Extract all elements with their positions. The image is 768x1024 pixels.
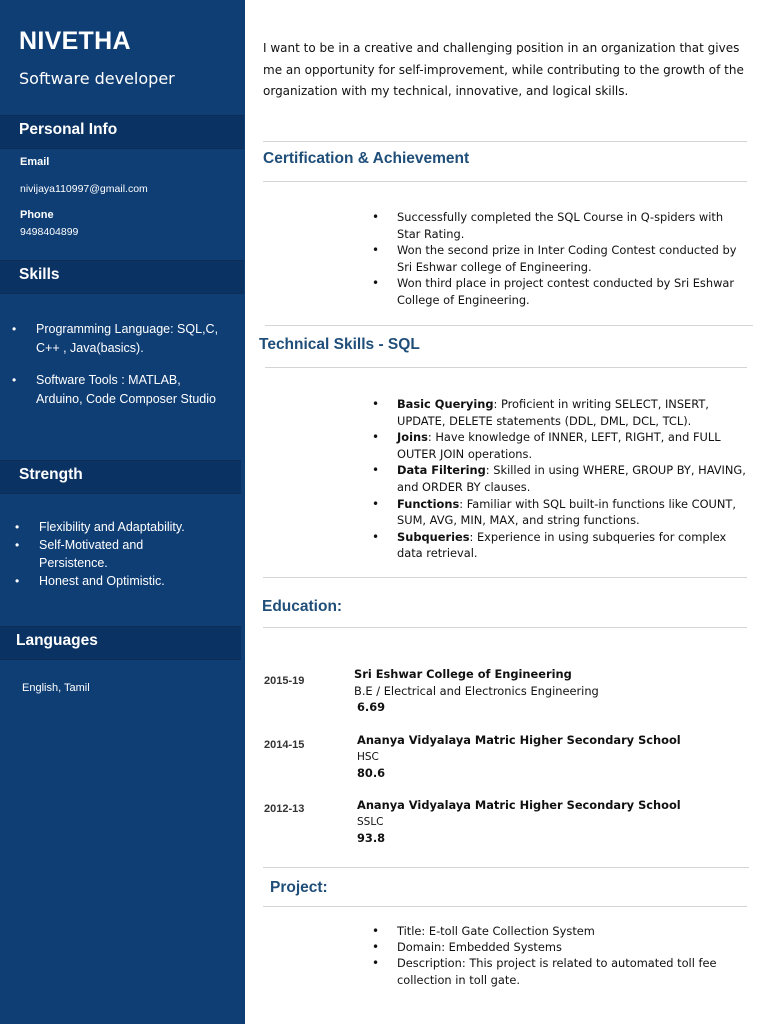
strength-list <box>15 518 200 590</box>
list-item: • Flexibility and Adaptability. <box>15 520 185 534</box>
email-value[interactable]: nivijaya110997@gmail.com <box>20 183 148 195</box>
edu-degree: SSLC <box>357 815 384 828</box>
candidate-name: NIVETHA <box>19 27 131 55</box>
edu-degree: HSC <box>357 750 379 763</box>
skills-list <box>12 320 227 409</box>
edu-score: 93.8 <box>357 831 386 845</box>
project-title: Project: <box>270 879 328 896</box>
divider <box>263 906 747 907</box>
list-item: • Functions: Familiar with SQL built-in functions like COUNT, SUM, AVG, MIN, MAX, and string functions. <box>372 496 736 528</box>
main-content <box>245 0 768 1024</box>
list-item: • Subqueries: Experience in using subqueries for complex data retrieval. <box>372 529 727 561</box>
list-item: • Honest and Optimistic. <box>15 574 165 588</box>
divider <box>265 367 747 368</box>
list-item: • Won third place in project contest conducted by Sri Eshwar College of Engineering. <box>372 276 735 307</box>
sidebar <box>0 0 245 1024</box>
list-item: • Self-Motivated and Persistence. <box>15 538 144 570</box>
project-list <box>372 923 747 988</box>
edu-years: 2014-15 <box>264 739 305 751</box>
divider <box>263 181 747 182</box>
edu-institution: Sri Eshwar College of Engineering <box>354 667 572 681</box>
list-item: • Description: This project is related to automated toll fee collection in toll gate. <box>372 956 717 987</box>
edu-entry <box>357 732 681 782</box>
edu-degree: B.E / Electrical and Electronics Engineering <box>354 683 599 698</box>
certification-list <box>372 209 747 309</box>
edu-institution: Ananya Vidyalaya Matric Higher Secondary School <box>357 733 681 747</box>
languages-header <box>0 626 241 660</box>
list-item: • Software Tools : MATLAB, Arduino, Code Composer Studio <box>12 373 216 406</box>
edu-years: 2015-19 <box>264 675 305 687</box>
technical-skills-list <box>372 396 747 562</box>
strength-header <box>0 460 241 494</box>
technical-skills-title: Technical Skills - SQL <box>259 336 420 353</box>
list-item: • Domain: Embedded Systems <box>372 940 562 955</box>
skills-header <box>0 260 244 294</box>
divider <box>263 867 749 868</box>
list-item: • Won the second prize in Inter Coding Contest conducted by Sri Eshwar college of Engineering. <box>372 243 737 274</box>
phone-value: 9498404899 <box>20 226 79 238</box>
list-item: • Title: E-toll Gate Collection System <box>372 924 595 938</box>
objective-text: I want to be in a creative and challenging position in an organization that gives me an opportunity for self-improvement, while contributing to the growth of the organization with my technical, innovative, and logical skills. <box>263 41 744 98</box>
list-item: • Programming Language: SQL,C, C++ , Java(basics). <box>12 322 219 355</box>
divider <box>265 325 753 326</box>
divider <box>263 627 747 628</box>
list-item: • Basic Querying: Proficient in writing SELECT, INSERT, UPDATE, DELETE statements (DDL, DML, DCL, TCL). <box>372 397 709 428</box>
languages-title: Languages <box>16 632 98 649</box>
certification-title: Certification & Achievement <box>263 150 470 167</box>
education-title: Education: <box>262 598 343 615</box>
edu-score: 80.6 <box>357 766 386 780</box>
list-item: • Successfully completed the SQL Course in Q-spiders with Star Rating. <box>372 210 724 241</box>
strength-title: Strength <box>19 466 83 483</box>
languages-value: English, Tamil <box>22 682 90 694</box>
skills-title: Skills <box>19 266 60 283</box>
edu-entry <box>354 666 599 716</box>
edu-years: 2012-13 <box>264 803 305 815</box>
list-item: • Joins: Have knowledge of INNER, LEFT, RIGHT, and FULL OUTER JOIN operations. <box>372 430 721 461</box>
phone-label: Phone <box>20 209 54 221</box>
edu-entry <box>357 797 681 847</box>
personal-info-header <box>0 115 244 149</box>
candidate-role: Software developer <box>19 69 175 88</box>
list-item: • Data Filtering: Skilled in using WHERE, GROUP BY, HAVING, and ORDER BY clauses. <box>372 463 746 494</box>
email-label: Email <box>20 156 50 168</box>
divider <box>263 141 747 142</box>
edu-institution: Ananya Vidyalaya Matric Higher Secondary School <box>357 798 681 812</box>
edu-score: 6.69 <box>357 700 386 714</box>
personal-info-title: Personal Info <box>19 121 118 138</box>
divider <box>263 577 747 578</box>
